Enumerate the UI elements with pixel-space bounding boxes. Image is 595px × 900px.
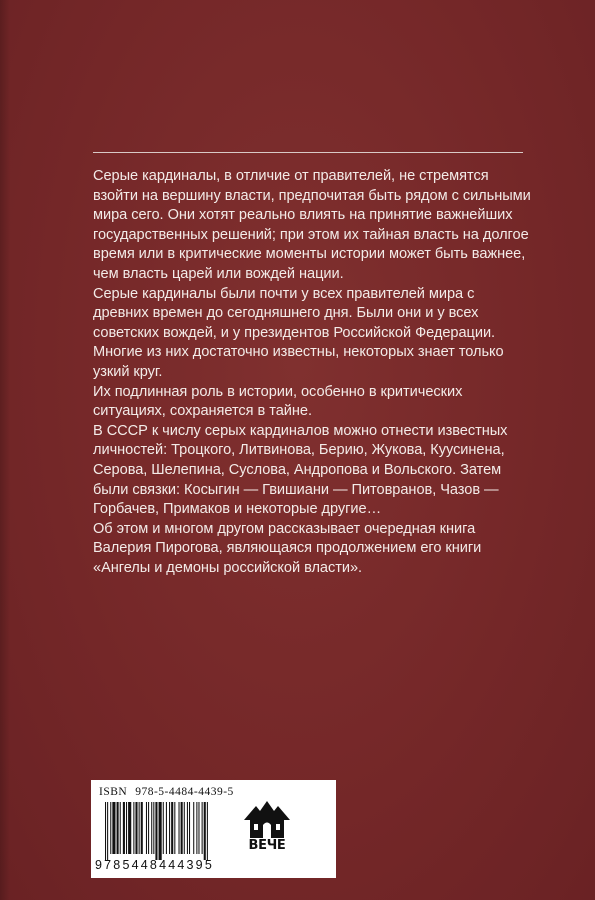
publisher-logo-icon [236, 798, 298, 840]
blurb-paragraph-4: В СССР к числу серых кардиналов можно отнести известных личностей: Троцкого, Литвинова, Берию, Жукова, Куусинена, Серова, Шелепина, Суслова, Андропова и Вольского. Затем были связки: Косыгин — Гвишиани — Питовранов, Чазов — Горбачев, Примаков и некоторые другие… [93, 422, 508, 518]
publisher-logo-text: ВЕЧЕ [248, 838, 286, 853]
blurb-paragraph-2: Серые кардиналы были почти у всех правителей мира с древних времен до сегодняшнего дня. Были они и у всех советских вождей, и у президентов Российской Федерации. Многие из них достаточно известны, некоторых знает только узкий круг. [93, 285, 504, 380]
isbn-number: 978-5-4484-4439-5 [135, 786, 234, 798]
isbn-label: ISBN [99, 786, 128, 798]
blurb-paragraph-1: Серые кардиналы, в отличие от правителей, не стремятся взойти на вершину власти, предпочитая быть рядом с сильными мира сего. Они хотят реально влиять на принятие важнейших государственных решений; при этом их тайная власть на долгое время или в критические моменты истории может быть важнее, чем власть царей или вождей нации. [93, 168, 531, 282]
top-divider-line [93, 152, 523, 153]
isbn-barcode-panel [91, 780, 336, 878]
blurb-paragraph-3: Их подлинная роль в истории, особенно в критических ситуациях, сохраняется в тайне. [93, 383, 463, 420]
barcode-icon [105, 802, 250, 860]
spine-shadow [0, 0, 10, 900]
barcode-digits: 9785448444395 [95, 858, 214, 872]
blurb-text [93, 167, 533, 578]
blurb-paragraph-5: Об этом и многом другом рассказывает очередная книга Валерия Пирогова, являющаяся продолжением его книги «Ангелы и демоны российской власти». [93, 520, 482, 576]
isbn-line [99, 786, 249, 798]
publisher-logo [236, 798, 298, 853]
